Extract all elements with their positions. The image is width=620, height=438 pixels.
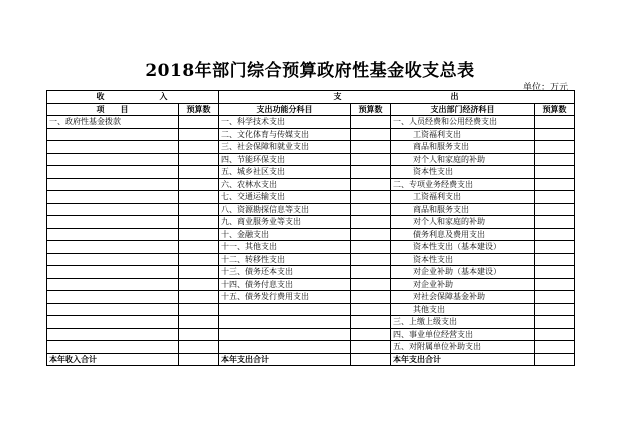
function-item-cell [219, 316, 351, 329]
function-budget-cell [351, 116, 391, 129]
economic-budget-cell [535, 178, 575, 191]
income-item-cell [47, 203, 179, 216]
income-budget-cell [179, 241, 219, 254]
economic-item-cell: 债务利息及费用支出 [391, 228, 535, 241]
function-item-cell [219, 328, 351, 341]
income-item-cell [47, 191, 179, 204]
income-budget-cell [179, 191, 219, 204]
function-budget-cell [351, 191, 391, 204]
table-row [47, 303, 575, 316]
function-budget-cell [351, 341, 391, 354]
income-item-cell [47, 228, 179, 241]
economic-item-cell: 资本性支出 [391, 253, 535, 266]
economic-item-cell: 二、专项业务经费支出 [391, 178, 535, 191]
income-budget-cell [179, 316, 219, 329]
table-row [47, 178, 575, 191]
income-item-cell [47, 166, 179, 179]
table-row [47, 241, 575, 254]
economic-budget-cell [535, 141, 575, 154]
column-header-budget: 预算数 [351, 103, 391, 116]
function-item-cell: 十四、债务付息支出 [219, 278, 351, 291]
economic-budget-cell [535, 116, 575, 129]
economic-item-cell: 对社会保障基金补助 [391, 291, 535, 304]
function-item-cell: 一、科学技术支出 [219, 116, 351, 129]
economic-budget-cell [535, 216, 575, 229]
table-row [47, 203, 575, 216]
function-budget-cell [351, 228, 391, 241]
economic-item-cell: 五、对附属单位补助支出 [391, 341, 535, 354]
function-budget-cell [351, 166, 391, 179]
table-row [47, 191, 575, 204]
economic-budget-cell [535, 241, 575, 254]
function-item-cell: 十二、转移性支出 [219, 253, 351, 266]
income-item-cell [47, 316, 179, 329]
income-budget-cell [179, 328, 219, 341]
economic-item-cell: 对个人和家庭的补助 [391, 153, 535, 166]
function-budget-cell [351, 266, 391, 279]
total-value [179, 353, 219, 366]
function-budget-cell [351, 128, 391, 141]
economic-item-cell: 工资福利支出 [391, 128, 535, 141]
table-row [47, 128, 575, 141]
economic-item-cell: 对企业补助 [391, 278, 535, 291]
income-item-cell [47, 303, 179, 316]
economic-item-cell: 其他支出 [391, 303, 535, 316]
function-item-cell: 十三、债务还本支出 [219, 266, 351, 279]
economic-budget-cell [535, 266, 575, 279]
economic-item-cell: 三、上缴上级支出 [391, 316, 535, 329]
function-budget-cell [351, 141, 391, 154]
budget-table [46, 90, 575, 366]
function-budget-cell [351, 241, 391, 254]
function-budget-cell [351, 278, 391, 291]
income-item-cell [47, 266, 179, 279]
economic-budget-cell [535, 328, 575, 341]
economic-budget-cell [535, 291, 575, 304]
function-item-cell: 十一、其他支出 [219, 241, 351, 254]
function-budget-cell [351, 253, 391, 266]
income-budget-cell [179, 203, 219, 216]
group-header-row [47, 91, 575, 104]
income-item-cell [47, 241, 179, 254]
table-row [47, 291, 575, 304]
table-row [47, 316, 575, 329]
unit-label: 单位：万元 [522, 83, 568, 93]
function-item-cell: 七、交通运输支出 [219, 191, 351, 204]
column-header-economic: 支出部门经济科目 [391, 103, 535, 116]
economic-item-cell: 一、人员经费和公用经费支出 [391, 116, 535, 129]
table-row [47, 341, 575, 354]
income-item-cell [47, 141, 179, 154]
income-budget-cell [179, 128, 219, 141]
income-item-cell [47, 216, 179, 229]
function-item-cell: 十五、债务发行费用支出 [219, 291, 351, 304]
economic-item-cell: 工资福利支出 [391, 191, 535, 204]
income-budget-cell [179, 291, 219, 304]
economic-item-cell: 对个人和家庭的补助 [391, 216, 535, 229]
income-budget-cell [179, 153, 219, 166]
total-value [535, 353, 575, 366]
economic-item-cell: 商品和服务支出 [391, 141, 535, 154]
income-budget-cell [179, 228, 219, 241]
economic-item-cell: 四、事业单位经营支出 [391, 328, 535, 341]
income-budget-cell [179, 303, 219, 316]
income-item-cell [47, 178, 179, 191]
function-item-cell: 二、文化体育与传媒支出 [219, 128, 351, 141]
economic-budget-cell [535, 316, 575, 329]
economic-item-cell: 商品和服务支出 [391, 203, 535, 216]
income-budget-cell [179, 216, 219, 229]
expenditure-group-header: 支 出 [219, 91, 575, 104]
economic-budget-cell [535, 153, 575, 166]
table-row [47, 266, 575, 279]
income-item-cell [47, 328, 179, 341]
function-item-cell [219, 303, 351, 316]
income-group-header: 收 入 [47, 91, 219, 104]
income-budget-cell [179, 116, 219, 129]
table-row [47, 166, 575, 179]
economic-item-cell: 资本性支出 [391, 166, 535, 179]
income-item-cell: 一、政府性基金拨款 [47, 116, 179, 129]
function-budget-cell [351, 203, 391, 216]
income-budget-cell [179, 141, 219, 154]
income-budget-cell [179, 278, 219, 291]
totals-row [47, 353, 575, 366]
function-item-cell: 三、社会保障和就业支出 [219, 141, 351, 154]
economic-budget-cell [535, 166, 575, 179]
column-header-budget: 预算数 [535, 103, 575, 116]
function-item-cell: 四、节能环保支出 [219, 153, 351, 166]
income-budget-cell [179, 253, 219, 266]
function-budget-cell [351, 316, 391, 329]
table-row [47, 278, 575, 291]
page-title: 2018年部门综合预算政府性基金收支总表 [145, 61, 475, 81]
economic-budget-cell [535, 341, 575, 354]
income-item-cell [47, 278, 179, 291]
income-item-cell [47, 291, 179, 304]
function-budget-cell [351, 303, 391, 316]
income-budget-cell [179, 266, 219, 279]
income-item-cell [47, 253, 179, 266]
total-label: 本年支出合计 [219, 353, 351, 366]
column-header-budget: 预算数 [179, 103, 219, 116]
income-item-cell [47, 153, 179, 166]
income-budget-cell [179, 178, 219, 191]
table-row [47, 116, 575, 129]
table-row [47, 253, 575, 266]
economic-budget-cell [535, 191, 575, 204]
income-budget-cell [179, 166, 219, 179]
economic-budget-cell [535, 203, 575, 216]
column-header-item: 项 目 [47, 103, 179, 116]
function-item-cell: 六、农林水支出 [219, 178, 351, 191]
economic-budget-cell [535, 128, 575, 141]
economic-item-cell: 资本性支出（基本建设） [391, 241, 535, 254]
total-value [351, 353, 391, 366]
function-budget-cell [351, 178, 391, 191]
income-budget-cell [179, 341, 219, 354]
function-item-cell [219, 341, 351, 354]
table-row [47, 228, 575, 241]
table-row [47, 328, 575, 341]
economic-budget-cell [535, 228, 575, 241]
economic-item-cell: 对企业补助（基本建设） [391, 266, 535, 279]
economic-budget-cell [535, 303, 575, 316]
total-label: 本年收入合计 [47, 353, 179, 366]
function-budget-cell [351, 291, 391, 304]
column-header-row [47, 103, 575, 116]
function-item-cell: 五、城乡社区支出 [219, 166, 351, 179]
function-item-cell: 八、资源勘探信息等支出 [219, 203, 351, 216]
function-item-cell: 九、商业服务业等支出 [219, 216, 351, 229]
table-row [47, 141, 575, 154]
column-header-function: 支出功能分科目 [219, 103, 351, 116]
table-row [47, 216, 575, 229]
function-budget-cell [351, 216, 391, 229]
table-row [47, 153, 575, 166]
economic-budget-cell [535, 278, 575, 291]
economic-budget-cell [535, 253, 575, 266]
function-budget-cell [351, 328, 391, 341]
income-item-cell [47, 128, 179, 141]
function-budget-cell [351, 153, 391, 166]
function-item-cell: 十、金融支出 [219, 228, 351, 241]
total-label: 本年支出合计 [391, 353, 535, 366]
income-item-cell [47, 341, 179, 354]
